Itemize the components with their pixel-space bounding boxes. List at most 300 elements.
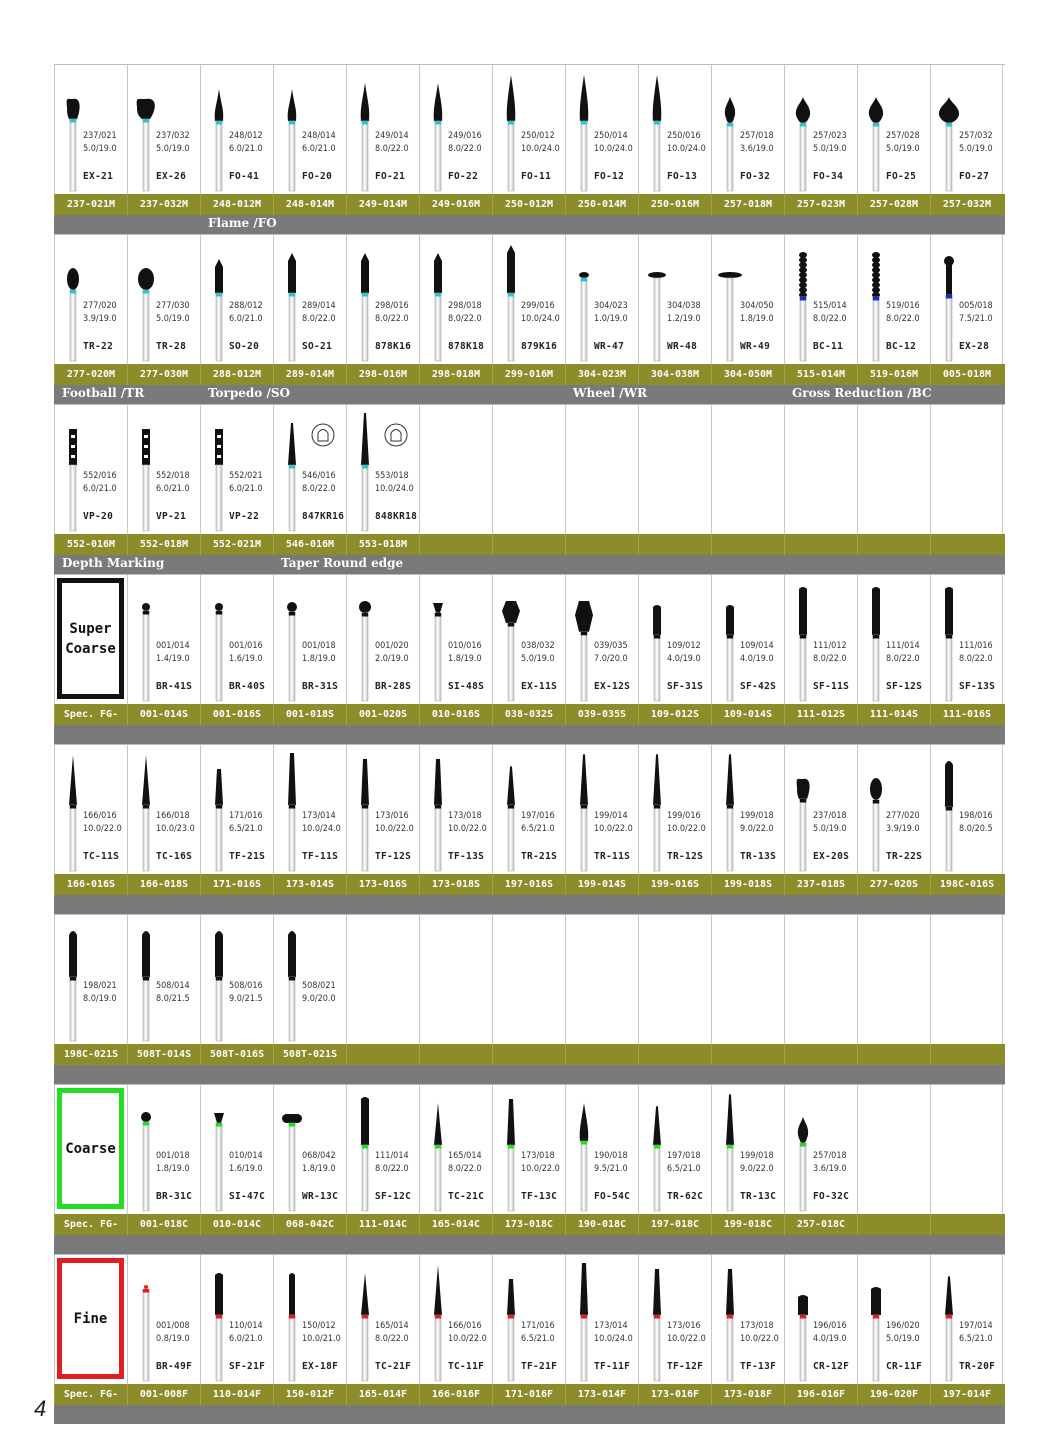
bur-head bbox=[215, 259, 223, 293]
bur-ring bbox=[70, 805, 76, 809]
size-spec: 298/018 8.0/22.0 bbox=[448, 301, 482, 324]
order-number: 250-014M bbox=[565, 194, 638, 215]
product-cell bbox=[711, 405, 784, 534]
bur-shank bbox=[216, 977, 222, 1041]
size-spec: 068/042 1.8/19.0 bbox=[302, 1151, 336, 1174]
size-spec: 173/018 10.0/22.0 bbox=[448, 811, 487, 834]
size-spec: 277/030 5.0/19.0 bbox=[156, 301, 190, 324]
product-cell bbox=[638, 1255, 711, 1384]
bur-ring bbox=[143, 290, 149, 294]
product-cell bbox=[565, 915, 638, 1044]
bur-ring bbox=[216, 611, 222, 615]
product-cell bbox=[273, 1255, 346, 1384]
product-cell bbox=[930, 575, 1003, 704]
bur-shank bbox=[143, 611, 149, 701]
product-code: FO-21 bbox=[375, 171, 406, 182]
bur-shank bbox=[289, 977, 295, 1041]
order-number bbox=[784, 1044, 857, 1065]
order-number bbox=[784, 534, 857, 555]
bur-ring bbox=[216, 121, 222, 125]
bur-head bbox=[288, 89, 297, 121]
product-cell bbox=[54, 575, 127, 704]
order-number bbox=[930, 534, 1003, 555]
product-cell bbox=[784, 235, 857, 364]
product-code: FO-32 bbox=[740, 171, 771, 182]
product-code: TF-13S bbox=[448, 851, 485, 862]
size-spec: 257/028 5.0/19.0 bbox=[886, 131, 920, 154]
product-code: CR-11F bbox=[886, 1361, 923, 1372]
grit-label: Fine bbox=[57, 1258, 124, 1379]
product-cell bbox=[930, 405, 1003, 534]
product-cell bbox=[638, 1085, 711, 1214]
bur-head bbox=[718, 272, 742, 278]
product-cell bbox=[273, 745, 346, 874]
category-label: Torpedo /SO bbox=[208, 386, 290, 400]
product-cell bbox=[930, 235, 1003, 364]
product-cell bbox=[784, 745, 857, 874]
product-cell bbox=[638, 405, 711, 534]
product-code: TF-12S bbox=[375, 851, 412, 862]
product-cell bbox=[492, 1255, 565, 1384]
bur-head bbox=[433, 603, 443, 613]
bur-shank bbox=[70, 465, 76, 531]
order-number: 198C-016S bbox=[930, 874, 1003, 895]
order-number: 165-014C bbox=[419, 1214, 492, 1235]
bur-ring bbox=[289, 977, 295, 981]
product-code: SF-42S bbox=[740, 681, 777, 692]
bur-shank bbox=[362, 805, 368, 871]
bur-ring bbox=[143, 977, 149, 981]
product-cell bbox=[565, 745, 638, 874]
order-number: 173-016S bbox=[346, 874, 419, 895]
size-spec: 010/016 1.8/19.0 bbox=[448, 641, 482, 664]
product-code: TC-16S bbox=[156, 851, 193, 862]
order-number: 304-050M bbox=[711, 364, 784, 385]
bur-head bbox=[799, 252, 807, 298]
size-spec: 257/018 3.6/19.0 bbox=[813, 1151, 847, 1174]
bur-ring bbox=[654, 805, 660, 809]
order-number-band bbox=[54, 1384, 1005, 1405]
product-code: EX-11S bbox=[521, 681, 558, 692]
product-cell bbox=[54, 1085, 127, 1214]
bur-shank bbox=[873, 1315, 879, 1381]
bur-ring bbox=[873, 297, 879, 301]
product-cell bbox=[419, 65, 492, 194]
product-cell bbox=[346, 745, 419, 874]
product-cell bbox=[200, 915, 273, 1044]
product-cell bbox=[638, 235, 711, 364]
size-spec: 173/018 10.0/22.0 bbox=[521, 1151, 560, 1174]
bur-ring bbox=[435, 613, 441, 617]
product-cell bbox=[127, 65, 200, 194]
size-spec: 109/012 4.0/19.0 bbox=[667, 641, 701, 664]
bur-shank bbox=[727, 635, 733, 701]
product-cell bbox=[565, 1255, 638, 1384]
order-number: 250-012M bbox=[492, 194, 565, 215]
bur-ring bbox=[581, 278, 587, 282]
size-spec: 199/014 10.0/22.0 bbox=[594, 811, 633, 834]
order-number: 173-014S bbox=[273, 874, 346, 895]
bur-shank bbox=[216, 805, 222, 871]
size-spec: 109/014 4.0/19.0 bbox=[740, 641, 774, 664]
order-number: 298-018M bbox=[419, 364, 492, 385]
order-number: 257-028M bbox=[857, 194, 930, 215]
order-number-band bbox=[54, 1044, 1005, 1065]
product-code: BR-41S bbox=[156, 681, 193, 692]
size-spec: 304/050 1.8/19.0 bbox=[740, 301, 774, 324]
order-number: 198C-021S bbox=[54, 1044, 127, 1065]
size-spec: 552/016 6.0/21.0 bbox=[83, 471, 117, 494]
size-spec: 173/014 10.0/24.0 bbox=[594, 1321, 633, 1344]
bur-head bbox=[142, 429, 150, 465]
bur-head bbox=[361, 83, 370, 121]
bur-head bbox=[214, 1113, 224, 1123]
order-number: 288-012M bbox=[200, 364, 273, 385]
bur-head bbox=[215, 1273, 223, 1315]
size-spec: 249/014 8.0/22.0 bbox=[375, 131, 409, 154]
bur-shank bbox=[143, 465, 149, 531]
bur-shank bbox=[435, 613, 441, 701]
product-code: TR-13S bbox=[740, 851, 777, 862]
bur-shank bbox=[727, 805, 733, 871]
bur-head bbox=[142, 755, 150, 805]
product-code: SF-12C bbox=[375, 1191, 412, 1202]
bur-head bbox=[796, 97, 810, 123]
size-spec: 111/014 8.0/22.0 bbox=[886, 641, 920, 664]
product-cell bbox=[273, 235, 346, 364]
order-number: 257-018M bbox=[711, 194, 784, 215]
bur-shank bbox=[508, 1315, 514, 1381]
size-spec: 199/016 10.0/22.0 bbox=[667, 811, 706, 834]
size-spec: 199/018 9.0/22.0 bbox=[740, 1151, 774, 1174]
size-spec: 197/018 6.5/21.0 bbox=[667, 1151, 701, 1174]
product-cell bbox=[711, 745, 784, 874]
bur-shank bbox=[435, 293, 441, 361]
product-cell bbox=[930, 1085, 1003, 1214]
product-cell bbox=[930, 915, 1003, 1044]
bur-shank bbox=[289, 293, 295, 361]
bur-head bbox=[798, 1117, 808, 1143]
category-label: Depth Marking bbox=[62, 556, 165, 570]
order-number bbox=[857, 1214, 930, 1235]
bur-head bbox=[137, 99, 155, 119]
bur-shank bbox=[70, 119, 76, 191]
size-spec: 553/018 10.0/24.0 bbox=[375, 471, 414, 494]
bur-ring bbox=[800, 799, 806, 803]
product-code: TC-21F bbox=[375, 1361, 412, 1372]
bur-shank bbox=[435, 121, 441, 191]
order-number: 197-016S bbox=[492, 874, 565, 895]
bur-shank bbox=[800, 1315, 806, 1381]
size-spec: 166/016 10.0/22.0 bbox=[448, 1321, 487, 1344]
bur-shank bbox=[654, 121, 660, 191]
product-code: CR-12F bbox=[813, 1361, 850, 1372]
product-cell bbox=[711, 1255, 784, 1384]
size-spec: 277/020 3.9/19.0 bbox=[886, 811, 920, 834]
order-number bbox=[930, 1214, 1003, 1235]
bur-shank bbox=[508, 623, 514, 701]
product-cell bbox=[346, 915, 419, 1044]
product-cell bbox=[857, 405, 930, 534]
bur-shank bbox=[946, 635, 952, 701]
order-number: 165-014F bbox=[346, 1384, 419, 1405]
order-number: 001-018S bbox=[273, 704, 346, 725]
bur-head bbox=[69, 429, 77, 465]
product-cell bbox=[565, 65, 638, 194]
order-number: 197-018C bbox=[638, 1214, 711, 1235]
product-code: SF-31S bbox=[667, 681, 704, 692]
order-number: 001-014S bbox=[127, 704, 200, 725]
order-number: 111-016S bbox=[930, 704, 1003, 725]
product-code: FO-27 bbox=[959, 171, 990, 182]
bur-shank bbox=[143, 290, 149, 361]
bur-shank bbox=[362, 121, 368, 191]
order-number: 001-008F bbox=[127, 1384, 200, 1405]
order-number: 173-014F bbox=[565, 1384, 638, 1405]
product-cell bbox=[346, 235, 419, 364]
bur-head bbox=[653, 75, 662, 121]
order-number: 171-016F bbox=[492, 1384, 565, 1405]
order-number: 038-032S bbox=[492, 704, 565, 725]
bur-shank bbox=[289, 612, 295, 701]
bur-ring bbox=[581, 805, 587, 809]
product-code: FO-34 bbox=[813, 171, 844, 182]
bur-ring bbox=[216, 293, 222, 297]
bur-shank bbox=[581, 805, 587, 871]
bur-ring bbox=[873, 635, 879, 639]
order-number: 111-014S bbox=[857, 704, 930, 725]
bur-shank bbox=[289, 121, 295, 191]
product-cell bbox=[273, 575, 346, 704]
bur-head bbox=[726, 754, 734, 805]
bur-shank bbox=[581, 1315, 587, 1381]
bur-head bbox=[507, 1099, 515, 1145]
product-code: TR-11S bbox=[594, 851, 631, 862]
category-label: Wheel /WR bbox=[573, 386, 648, 400]
size-spec: 173/014 10.0/24.0 bbox=[302, 811, 341, 834]
product-code: TC-21C bbox=[448, 1191, 485, 1202]
order-number-band bbox=[54, 534, 1005, 555]
size-spec: 248/014 6.0/21.0 bbox=[302, 131, 336, 154]
product-cell bbox=[127, 405, 200, 534]
product-code: EX-20S bbox=[813, 851, 850, 862]
bur-head bbox=[289, 1273, 295, 1315]
product-cell bbox=[346, 575, 419, 704]
product-cell bbox=[127, 1255, 200, 1384]
product-code: VP-22 bbox=[229, 511, 260, 522]
size-spec: 010/014 1.6/19.0 bbox=[229, 1151, 263, 1174]
size-spec: 196/020 5.0/19.0 bbox=[886, 1321, 920, 1344]
product-code: FO-11 bbox=[521, 171, 552, 182]
order-number: 552-021M bbox=[200, 534, 273, 555]
order-number: 237-032M bbox=[127, 194, 200, 215]
bur-head bbox=[67, 99, 80, 119]
size-spec: 257/032 5.0/19.0 bbox=[959, 131, 993, 154]
product-cell bbox=[711, 235, 784, 364]
bur-ring bbox=[508, 805, 514, 809]
bur-shank bbox=[800, 799, 806, 871]
product-code: SI-47C bbox=[229, 1191, 266, 1202]
bur-ring bbox=[581, 1315, 587, 1319]
bur-head bbox=[575, 601, 593, 632]
bur-ring bbox=[800, 635, 806, 639]
size-spec: 111/012 8.0/22.0 bbox=[813, 641, 847, 664]
product-cell bbox=[565, 405, 638, 534]
bur-head bbox=[648, 272, 666, 278]
product-cell bbox=[784, 65, 857, 194]
bur-shank bbox=[654, 1145, 660, 1211]
order-number: 068-042C bbox=[273, 1214, 346, 1235]
bur-ring bbox=[143, 611, 149, 615]
size-spec: 038/032 5.0/19.0 bbox=[521, 641, 555, 664]
bur-shank bbox=[800, 635, 806, 701]
product-row bbox=[54, 64, 1005, 194]
product-cell bbox=[54, 235, 127, 364]
bur-shank bbox=[435, 1315, 441, 1381]
product-cell bbox=[565, 235, 638, 364]
bur-ring bbox=[873, 800, 879, 804]
bur-shank bbox=[216, 293, 222, 361]
order-number bbox=[492, 1044, 565, 1065]
order-number: 508T-016S bbox=[200, 1044, 273, 1065]
bur-shank bbox=[873, 635, 879, 701]
order-number: 196-020F bbox=[857, 1384, 930, 1405]
product-code: SF-11S bbox=[813, 681, 850, 692]
bur-shank bbox=[581, 278, 587, 361]
product-cell bbox=[419, 745, 492, 874]
order-number: 001-020S bbox=[346, 704, 419, 725]
section-label-bar bbox=[54, 1065, 1005, 1084]
product-cell bbox=[857, 1085, 930, 1214]
size-spec: 165/014 8.0/22.0 bbox=[448, 1151, 482, 1174]
size-spec: 001/016 1.6/19.0 bbox=[229, 641, 263, 664]
category-label: Football /TR bbox=[62, 386, 145, 400]
product-cell bbox=[930, 1255, 1003, 1384]
product-code: SO-21 bbox=[302, 341, 333, 352]
bur-shank bbox=[946, 123, 952, 191]
bur-ring bbox=[216, 805, 222, 809]
bur-head bbox=[142, 603, 150, 611]
size-spec: 515/014 8.0/22.0 bbox=[813, 301, 847, 324]
category-label: Flame /FO bbox=[208, 216, 277, 230]
bur-head bbox=[144, 1285, 148, 1289]
order-number bbox=[419, 1044, 492, 1065]
size-spec: 288/012 6.0/21.0 bbox=[229, 301, 263, 324]
order-number: 199-014S bbox=[565, 874, 638, 895]
product-cell bbox=[419, 405, 492, 534]
order-number: 508T-021S bbox=[273, 1044, 346, 1065]
order-number: 249-014M bbox=[346, 194, 419, 215]
product-code: EX-21 bbox=[83, 171, 114, 182]
bur-ring bbox=[289, 805, 295, 809]
bur-head bbox=[361, 1273, 369, 1315]
product-cell bbox=[930, 745, 1003, 874]
product-code: FO-25 bbox=[886, 171, 917, 182]
bur-shank bbox=[581, 121, 587, 191]
bur-ring bbox=[654, 121, 660, 125]
bur-head bbox=[579, 272, 589, 278]
order-number bbox=[711, 1044, 784, 1065]
size-spec: 250/012 10.0/24.0 bbox=[521, 131, 560, 154]
product-cell bbox=[565, 1085, 638, 1214]
bur-shank bbox=[70, 977, 76, 1041]
bur-shank bbox=[362, 1145, 368, 1211]
product-cell bbox=[419, 1085, 492, 1214]
order-number: 199-018C bbox=[711, 1214, 784, 1235]
size-spec: 237/018 5.0/19.0 bbox=[813, 811, 847, 834]
bur-ring bbox=[727, 635, 733, 639]
size-spec: 237/032 5.0/19.0 bbox=[156, 131, 190, 154]
bur-head bbox=[361, 253, 369, 293]
section-label-bar bbox=[54, 555, 1005, 574]
order-number: 249-016M bbox=[419, 194, 492, 215]
product-code: 878K18 bbox=[448, 341, 485, 352]
product-row bbox=[54, 234, 1005, 364]
bur-ring bbox=[362, 613, 368, 617]
section-label-bar bbox=[54, 385, 1005, 404]
bur-head bbox=[138, 268, 154, 290]
order-number-band bbox=[54, 704, 1005, 725]
bur-ring bbox=[654, 1315, 660, 1319]
product-code: TR-21S bbox=[521, 851, 558, 862]
product-cell bbox=[857, 915, 930, 1044]
product-cell bbox=[711, 1085, 784, 1214]
tip-detail-icon bbox=[385, 424, 407, 446]
bur-ring bbox=[727, 1315, 733, 1319]
bur-ring bbox=[362, 465, 368, 469]
product-code: VP-20 bbox=[83, 511, 114, 522]
bur-ring bbox=[70, 119, 76, 123]
bur-ring bbox=[946, 295, 952, 299]
product-row bbox=[54, 1084, 1005, 1214]
bur-head bbox=[798, 1295, 808, 1315]
order-number: 010-016S bbox=[419, 704, 492, 725]
product-cell bbox=[492, 235, 565, 364]
product-code: TR-22S bbox=[886, 851, 923, 862]
product-cell bbox=[784, 1085, 857, 1214]
bur-ring bbox=[800, 123, 806, 127]
bur-shank bbox=[143, 805, 149, 871]
bur-ring bbox=[289, 1123, 295, 1127]
bur-shank bbox=[216, 611, 222, 701]
order-number: 197-014F bbox=[930, 1384, 1003, 1405]
product-row bbox=[54, 1254, 1005, 1384]
product-code: WR-13C bbox=[302, 1191, 339, 1202]
product-cell bbox=[273, 65, 346, 194]
bur-ring bbox=[727, 123, 733, 127]
product-cell bbox=[857, 235, 930, 364]
product-code: WR-49 bbox=[740, 341, 771, 352]
bur-head bbox=[215, 603, 223, 611]
order-number: 171-016S bbox=[200, 874, 273, 895]
product-cell bbox=[127, 575, 200, 704]
product-cell bbox=[200, 1085, 273, 1214]
bur-shank bbox=[289, 1315, 295, 1381]
size-spec: 001/018 1.8/19.0 bbox=[156, 1151, 190, 1174]
bur-head bbox=[288, 423, 296, 465]
order-number: 001-018C bbox=[127, 1214, 200, 1235]
bur-ring bbox=[581, 1141, 587, 1145]
product-cell bbox=[711, 575, 784, 704]
order-number: 166-016F bbox=[419, 1384, 492, 1405]
bur-head bbox=[797, 779, 810, 799]
product-cell bbox=[857, 1255, 930, 1384]
bur-shank bbox=[946, 1315, 952, 1381]
bur-ring bbox=[727, 1145, 733, 1149]
product-row bbox=[54, 914, 1005, 1044]
order-number: 039-035S bbox=[565, 704, 638, 725]
product-code: BR-49F bbox=[156, 1361, 193, 1372]
